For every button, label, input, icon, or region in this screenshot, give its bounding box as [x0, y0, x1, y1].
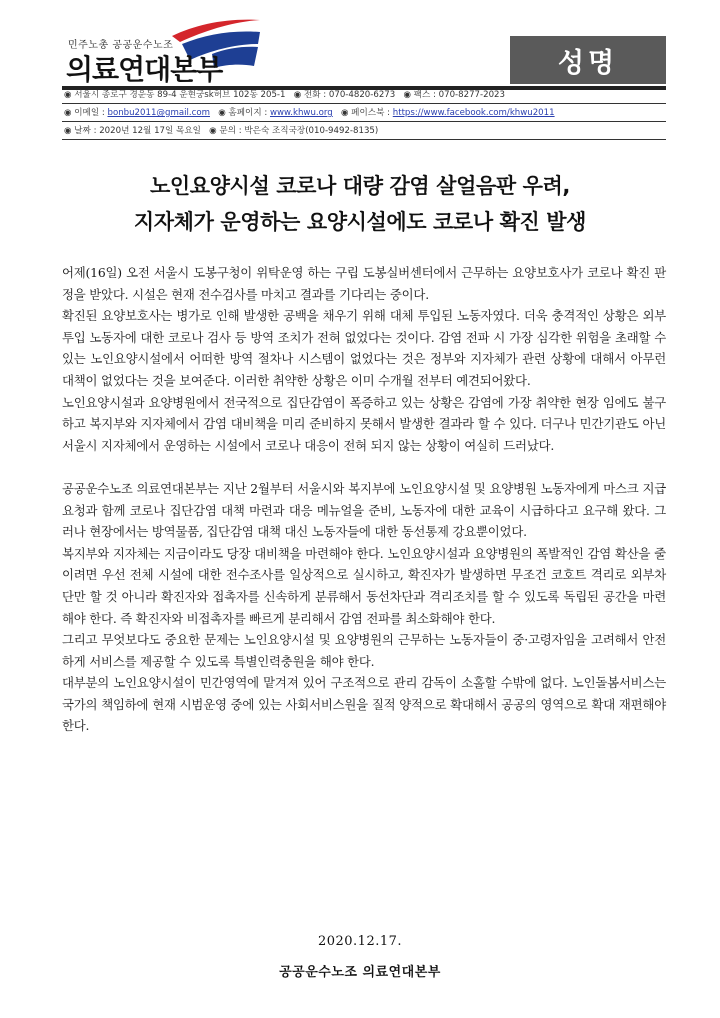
info-divider — [62, 139, 666, 140]
org-subtitle: 민주노총 공공운수노조 — [68, 40, 174, 51]
statement-date: 2020.12.17. — [317, 934, 403, 949]
paragraph-3: 노인요양시설과 요양병원에서 전국적으로 집단감염이 폭증하고 있는 상황은 감염에 가장 취약한 현장 임에도 불구하고 복지부와 지자체에서 감염 대비책을 미리 준비하지 못해서 발생한 결과라 할 수 있다. 더구나 민간기관도 아닌 서울시 지자체에서 운영하는 시설에서 코로나 대응이 전혀 되지 않는 상황이 여실히 드러났다. — [62, 394, 666, 453]
facebook-label: ◉ 페이스북 : — [340, 108, 393, 118]
contact-line-2 — [64, 107, 664, 120]
headline-line-2: 지자체가 운영하는 요양시설에도 코로나 확진 발생 — [133, 210, 587, 234]
address-text: ◉ 서울시 종로구 경운동 89-4 운현궁sk허브 102동 205-1 — [64, 90, 286, 100]
union-logo — [62, 14, 262, 84]
statement-body — [62, 262, 666, 737]
paragraph-6: 그리고 무엇보다도 중요한 문제는 노인요양시설 및 요양병원의 근무하는 노동자들이 중·고령자임을 고려해서 안전하게 서비스를 제공할 수 있도록 특별인력충원을 해야 한다. — [62, 632, 666, 669]
headline-line-1: 노인요양시설 코로나 대량 감염 살얼음판 우려, — [150, 174, 570, 198]
paragraph-5: 복지부와 지자체는 지금이라도 당장 대비책을 마련해야 한다. 노인요양시설과 요양병원의 폭발적인 감염 확산을 줄이려면 우선 전체 시설에 대한 전수조사를 일상적으로 실시하고, 확진자가 발생하면 무조건 코호트 격리로 외부차단만 할 것 아니라 확진자와 접촉자를 신속하게 분류해서 동선차단과 격리조치를 할 수 있도록 독립된 공간을 마련해야 한다. 즉 확진자와 비접촉자를 빠르게 분리해서 감염 전파를 최소화해야 한다. — [62, 545, 666, 626]
paragraph-2: 확진된 요양보호사는 병가로 인해 발생한 공백을 채우기 위해 대체 투입된 노동자였다. 더욱 충격적인 상황은 외부 투입 노동자에 대한 코로나 검사 등 방역 조치가 전혀 없었다는 것이다. 감염 전파 시 가장 심각한 위험을 초래할 수 있는 노인요양시설에서 어떠한 방역 절차나 시스템이 없었다는 것은 정부와 지자체가 관련 상황에 대해서 아무런 대책이 없었다는 것을 보여준다. 이러한 취약한 상황은 이미 수개월 전부터 예견되어왔다. — [62, 308, 666, 388]
phone-text: ◉ 전화 : 070-4820-6273 — [293, 90, 396, 100]
paragraph-4: 공공운수노조 의료연대본부는 지난 2월부터 서울시와 복지부에 노인요양시설 및 요양병원 노동자에게 마스크 지급 요청과 함께 코로나 집단감염 대책 마련과 대응 메뉴얼을 준비, 노동자에 대한 교육이 시급하다고 요구해 왔다. 그러나 현장에서는 방역물품, 집단감염 대책 대신 노동자들에 대한 동선통제 강요뿐이었다. — [62, 480, 666, 540]
email-link[interactable]: bonbu2011@gmail.com — [107, 108, 210, 118]
release-date-text: ◉ 날짜 : 2020년 12월 17일 목요일 — [64, 126, 201, 136]
fax-text: ◉ 팩스 : 070-8277-2023 — [403, 90, 505, 100]
contact-line-1 — [64, 89, 664, 102]
statement-signature: 공공운수노조 의료연대본부 — [279, 965, 441, 980]
paragraph-1: 어제(16일) 오전 서울시 도봉구청이 위탁운영 하는 구립 도봉실버센터에서 근무하는 요양보호사가 코로나 확진 판정을 받았다. 시설은 현재 전수검사를 마치고 결과를 기다리는 중이다. — [62, 265, 666, 302]
email-label: ◉ 이메일 : — [64, 108, 108, 118]
contact-line-3 — [64, 125, 664, 138]
homepage-label: ◉ 홈페이지 : — [218, 108, 270, 118]
info-divider — [62, 103, 666, 104]
paragraph-7: 대부분의 노인요양시설이 민간영역에 맡겨져 있어 구조적으로 관리 감독이 소홀할 수밖에 없다. 노인돌봄서비스는 국가의 책임하에 현재 시범운영 중에 있는 사회서비스원을 질적 양적으로 확대해서 공공의 영역으로 확대 재편해야 한다. — [62, 675, 666, 734]
info-divider — [62, 121, 666, 122]
doc-type-badge: 성명 — [510, 36, 666, 84]
inquiry-text: ◉ 문의 : 박은숙 조직국장(010-9492-8135) — [209, 126, 379, 136]
facebook-link[interactable]: https://www.facebook.com/khwu2011 — [392, 108, 555, 118]
homepage-link[interactable]: www.khwu.org — [269, 108, 333, 118]
org-name: 의료연대본부 — [66, 53, 223, 86]
